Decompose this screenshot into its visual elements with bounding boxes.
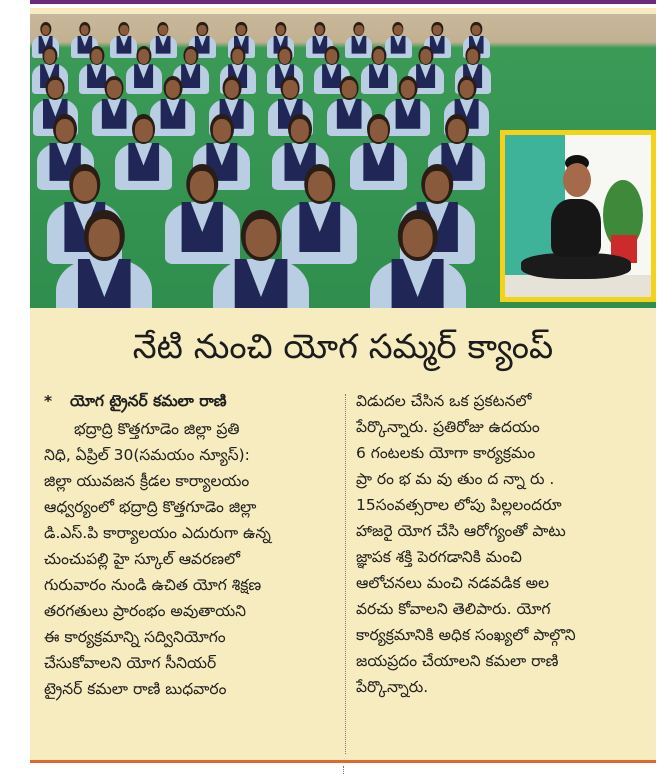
student-face: [373, 49, 385, 63]
trainer-head: [563, 163, 591, 197]
student-face: [185, 49, 197, 63]
text-line: పేర్కొన్నారు.: [356, 678, 429, 696]
student-face: [291, 119, 309, 142]
byline-text: యోగ ట్రైనర్‌ కమలా రాణి: [70, 392, 227, 410]
student-face: [48, 80, 62, 98]
student-face: [224, 80, 238, 98]
student-face: [279, 49, 291, 63]
student-face: [44, 49, 56, 63]
student-face: [73, 171, 97, 201]
student-face: [467, 49, 479, 63]
text-line: కార్యక్రమానికి అధిక సంఖ్యలో పాల్గొని: [356, 626, 576, 644]
student-face: [448, 119, 466, 142]
text-line: భద్రాద్రి కొత్తగూడెం జిల్లా ప్రతి: [74, 420, 240, 438]
student-face: [120, 25, 129, 36]
student-face: [315, 25, 324, 36]
text-line: గురువారం నుండి ఉచిత యోగ శిక్షణ: [44, 576, 262, 594]
student-face: [159, 25, 168, 36]
student-face: [308, 171, 332, 201]
student-face: [91, 49, 103, 63]
student-face: [232, 49, 244, 63]
student-face: [246, 219, 277, 257]
student-figure: [56, 210, 152, 308]
trainer-body: [551, 199, 601, 257]
student-face: [166, 80, 180, 98]
student-face: [342, 80, 356, 98]
student-face: [326, 49, 338, 63]
article-clip: [30, 8, 656, 763]
text-line: 15సంవత్సరాల లోపు పిల్లలందరూ: [356, 496, 562, 514]
student-face: [56, 119, 74, 142]
text-line: 6 గంటలకు యోగా కార్యక్రమం: [356, 444, 536, 462]
student-figure: [115, 114, 172, 190]
text-line: తరగతులు ప్రారంభం అవుతాయని: [44, 602, 247, 620]
text-line: హాజరై యోగ చేసి ఆరోగ్యంతో పాటు: [356, 522, 566, 540]
yoga-trainer-inset-photo: [500, 130, 656, 302]
student-face: [459, 80, 473, 98]
student-face: [138, 49, 150, 63]
student-face: [425, 171, 449, 201]
student-figure: [370, 210, 466, 308]
student-face: [283, 80, 297, 98]
student-face: [355, 25, 364, 36]
article-headline: నేటి నుంచి యోగ సమ్మర్‌ క్యాంప్‌: [132, 327, 554, 367]
student-face: [41, 25, 50, 36]
student-face: [237, 25, 246, 36]
text-line: పేర్కొన్నారు. ప్రతిరోజు ఉదయం: [356, 418, 540, 436]
student-face: [80, 25, 89, 36]
bottom-dot-mark: [343, 766, 346, 774]
student-face: [107, 80, 121, 98]
student-figure: [350, 114, 407, 190]
text-line: ప్రా రం భ మ వు తుం ద న్నా రు .: [356, 470, 555, 488]
bottom-rule: [30, 760, 656, 763]
text-line: వరచు కోవాలని తెలిపారు. యోగ: [356, 600, 551, 618]
right-column: [356, 388, 654, 700]
text-line: చుంచుపల్లి హై స్కూల్‌ ఆవరణలో: [44, 550, 241, 568]
left-column: [44, 388, 342, 702]
byline: [44, 388, 342, 414]
student-face: [472, 25, 481, 36]
column-divider: [345, 394, 346, 754]
student-figure: [213, 210, 309, 308]
text-line: ట్రైనర్‌ కమలా రాణి బుధవారం: [44, 680, 227, 698]
student-face: [401, 80, 415, 98]
student-face: [402, 219, 433, 257]
text-line: డి.ఎస్‌.పి కార్యాలయం ఎదురుగా ఉన్న: [44, 524, 271, 542]
student-face: [213, 119, 231, 142]
top-rule: [30, 0, 656, 4]
student-face: [198, 25, 207, 36]
student-face: [420, 49, 432, 63]
student-face: [190, 171, 214, 201]
text-line: జ్ఞాపక శక్తి పెరగడానికి మంచి: [356, 548, 522, 566]
student-face: [276, 25, 285, 36]
student-face: [134, 119, 152, 142]
student-face: [394, 25, 403, 36]
text-line: నిధి, ఏప్రిల్‌ 30(సమయం న్యూస్‌):: [44, 446, 250, 464]
text-line: ఆలోచనలు మంచి నడవడిక అల: [356, 574, 550, 592]
text-line: జిల్లా యువజన క్రీడల కార్యాలయం: [44, 472, 250, 490]
student-face: [433, 25, 442, 36]
text-line: ఆధ్వర్యంలో భద్రాద్రి కొత్తగూడెం జిల్లా: [44, 498, 257, 516]
byline-marker: *: [44, 392, 53, 410]
student-face: [89, 219, 120, 257]
text-line: ఈ కార్యక్రమాన్ని సద్వినియోగం: [44, 628, 226, 646]
text-line: విడుదల చేసిన ఒక ప్రకటనలో: [356, 392, 532, 410]
student-face: [369, 119, 387, 142]
text-line: చేసుకోవాలని యోగ సీనియర్‌: [44, 654, 217, 672]
text-line: జయప్రదం చేయాలని కమలా రాణి: [356, 652, 559, 670]
